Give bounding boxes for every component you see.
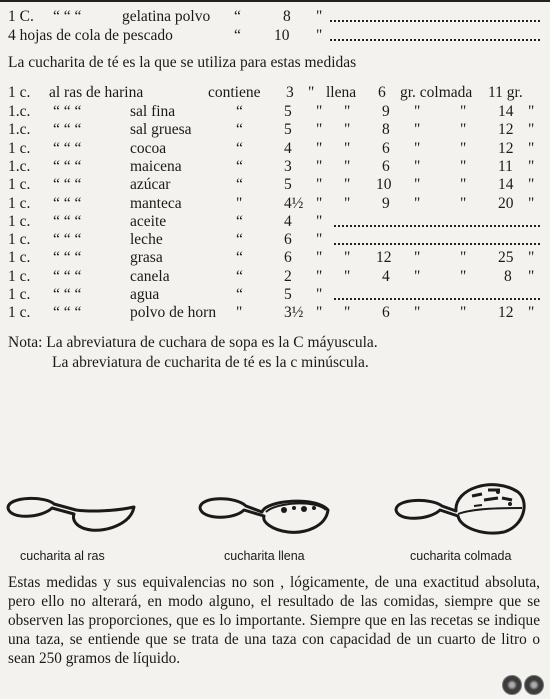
row-contiene-value: 4 [284,139,292,157]
row-ditto: “ [236,103,243,120]
row-ditto: " [316,286,323,303]
row-ditto: " [460,157,467,175]
row-ditto: “ [236,121,243,139]
row-ditto: " [528,157,535,175]
row-colmada-value: 14 [498,103,514,120]
row-item: manteca [130,194,182,212]
row-ditto: " [316,103,323,120]
table-row [8,304,543,322]
row-qty: 1.c. [8,103,31,120]
table-row [8,176,543,194]
table-row [8,268,543,286]
row-ditto: " [460,194,467,212]
row-ditto: " [316,304,323,322]
row-ditto-marks: “ “ “ [53,212,82,230]
header-contiene: contiene [208,84,261,101]
row-ditto: " [528,194,535,212]
row-llena-value: 9 [382,103,390,120]
caption-llena: cucharita llena [224,549,305,563]
row-colmada-value: 25 [498,249,514,267]
qty: 4 hojas de cola de pescado [8,27,173,44]
row-ditto: “ [236,212,243,230]
row-qty: 1 c. [8,267,31,285]
row-contiene-value: 2 [284,267,292,285]
row-llena-value: 9 [382,194,390,212]
note-line-1: Nota: La abreviatura de cuchara de sopa es la C máyuscula. [8,334,378,351]
row-llena-value: 4 [382,267,390,285]
row-colmada-value: 8 [504,267,512,285]
row-ditto: " [316,267,323,285]
row-ditto: “ [236,286,243,303]
zoom-in-button[interactable] [524,675,544,695]
row-ditto: " [344,304,351,322]
row-ditto: " [528,103,535,120]
row-contiene-value: 5 [284,286,292,303]
row-dotted-line [334,243,540,245]
row-ditto: " [460,267,467,285]
row-qty: 1 c. [8,194,31,212]
ditto: “ [234,27,241,44]
row-qty: 1 c. [8,139,31,157]
row-dotted-line [334,225,540,227]
row-ditto: " [316,249,323,267]
row-item: azúcar [130,176,171,194]
row-colmada-value: 11 [498,157,513,175]
row-ditto: " [528,249,535,267]
row-item: agua [130,286,160,303]
row-ditto: " [460,304,467,322]
row-ditto: " [316,194,323,212]
caption-al-ras: cucharita al ras [20,549,105,563]
row-ditto-marks: “ “ “ [53,231,82,249]
caption-colmada: cucharita colmada [410,549,512,563]
header-llena-value: 6 [378,84,386,101]
ditto: " [316,27,323,44]
row-contiene-value: 3½ [284,304,304,322]
zoom-out-button[interactable] [502,675,522,695]
spoon-full-illustration [196,490,336,535]
table-row [8,140,543,158]
row-item: canela [130,267,170,285]
row-item: sal fina [130,103,176,120]
row-ditto: " [528,267,535,285]
dotted-line [330,20,540,22]
row-ditto: " [460,139,467,157]
table-header-row [8,84,543,102]
table-row [8,249,543,267]
spoon-heaped-illustration [394,478,534,538]
row-ditto: " [344,121,351,139]
row-ditto-marks: “ “ “ [53,121,82,139]
row-ditto: " [460,176,467,194]
row-ditto: " [528,176,535,194]
row-contiene-value: 5 [284,103,292,120]
header-value: 3 [286,84,294,101]
closing-paragraph: Estas medidas y sus equivalencias no son , lógicamente, de una exactitud absoluta, pero ello no alterará, en modo alguno, el resultado de las comidas, siempre que se observen las proporciones, que es lo importante. Siempre que en las recetas se indique una taza, se entiende que se trata de una taza con capacidad de un cuarto de litro o sean 250 gramos de líquido. [8,574,540,667]
header-colmada: gr. colmada [400,84,473,101]
row-ditto: " [414,194,421,212]
row-qty: 1 c. [8,304,31,322]
row-llena-value: 12 [376,249,392,267]
table-row [8,195,543,213]
note-line-2: La abreviatura de cucharita de té es la c minúscula. [52,354,369,371]
row-ditto: " [414,267,421,285]
row-llena-value: 10 [376,176,392,194]
row-ditto: “ [236,176,243,194]
row-ditto-marks: “ “ “ [53,249,82,267]
row-ditto-marks: “ “ “ [53,176,82,194]
row-ditto: " [528,121,535,139]
item: gelatina polvo [122,8,211,25]
row-ditto: " [414,139,421,157]
row-ditto: " [236,304,243,322]
row-qty: 1 c. [8,249,31,267]
header-colmada-value: 11 gr. [488,84,523,101]
row-dotted-line [334,298,540,300]
row-qty: 1.c. [8,157,31,175]
row-ditto: " [316,231,323,249]
row-ditto-marks: “ “ “ [53,304,82,322]
row-ditto-marks: “ “ “ [53,194,82,212]
header-item: al ras de harina [49,84,144,101]
row-contiene-value: 3 [284,157,292,175]
row-qty: 1 c. [8,231,31,249]
ditto: “ [234,8,241,25]
table-row [8,231,543,249]
row-ditto: " [460,103,467,120]
row-contiene-value: 6 [284,231,292,249]
table-heading: La cucharita de té es la que se utiliza para estas medidas [8,54,357,71]
row-colmada-value: 12 [498,304,514,322]
row-ditto: " [316,212,323,230]
row-ditto: " [460,121,467,139]
amount: 10 [274,27,290,44]
table-row [8,103,543,121]
row-item: aceite [130,212,167,230]
table-row [8,213,543,231]
row-ditto-marks: “ “ “ [53,157,82,175]
row-ditto: " [344,249,351,267]
table-row [8,286,543,304]
row-colmada-value: 20 [498,194,514,212]
row-contiene-value: 5 [284,176,292,194]
row-qty: 1 c. [8,176,31,194]
row-ditto: " [414,121,421,139]
table-row [8,158,543,176]
row-ditto: " [236,194,243,212]
row-ditto: " [344,267,351,285]
dotted-line [330,39,540,41]
top-row-gelatina [8,8,543,26]
row-ditto-marks: “ “ “ [53,139,82,157]
row-contiene-value: 6 [284,249,292,267]
ditto: " [316,8,323,25]
row-contiene-value: 5 [284,121,292,139]
row-ditto: " [316,121,323,139]
row-item: cocoa [130,139,167,157]
row-ditto: " [528,304,535,322]
row-ditto: " [344,194,351,212]
top-rule [0,0,550,2]
row-ditto: “ [236,249,243,267]
row-ditto: “ [236,139,243,157]
row-colmada-value: 12 [498,121,514,139]
row-item: polvo de horn [130,304,217,322]
row-ditto: " [344,139,351,157]
row-item: leche [130,231,163,249]
ditto-marks: “ “ “ [53,8,82,25]
header-ditto: " [308,84,315,101]
row-ditto: " [316,139,323,157]
row-ditto: “ [236,231,243,249]
row-item: grasa [130,249,163,267]
row-item: maicena [130,157,182,175]
row-llena-value: 6 [382,139,390,157]
row-ditto: " [344,176,351,194]
row-ditto-marks: “ “ “ [53,286,82,303]
header-qty: 1 c. [8,84,31,101]
row-ditto-marks: “ “ “ [53,267,82,285]
table-row [8,121,543,139]
row-llena-value: 6 [382,304,390,322]
row-llena-value: 8 [382,121,390,139]
row-ditto: " [414,157,421,175]
row-ditto: " [414,176,421,194]
row-ditto: " [414,249,421,267]
row-ditto: “ [236,267,243,285]
amount: 8 [283,8,291,25]
row-ditto: " [316,176,323,194]
row-contiene-value: 4½ [284,194,304,212]
row-contiene-value: 4 [284,212,292,230]
row-colmada-value: 14 [498,176,514,194]
row-ditto: " [460,249,467,267]
row-qty: 1 c. [8,286,31,303]
row-ditto: " [414,103,421,120]
row-qty: 1 c. [8,212,31,230]
row-ditto: “ [236,157,243,175]
row-ditto: " [344,103,351,120]
row-ditto: " [344,157,351,175]
row-ditto: " [528,139,535,157]
row-llena-value: 6 [382,157,390,175]
row-ditto: " [414,304,421,322]
row-item: sal gruesa [130,121,192,139]
spoon-level-illustration [6,488,141,533]
top-row-cola-pescado [8,27,543,45]
header-llena: llena [326,84,357,101]
row-ditto: " [316,157,323,175]
row-qty: 1.c. [8,121,31,139]
row-ditto-marks: “ “ “ [53,103,82,120]
row-colmada-value: 12 [498,139,514,157]
qty: 1 C. [8,8,34,25]
